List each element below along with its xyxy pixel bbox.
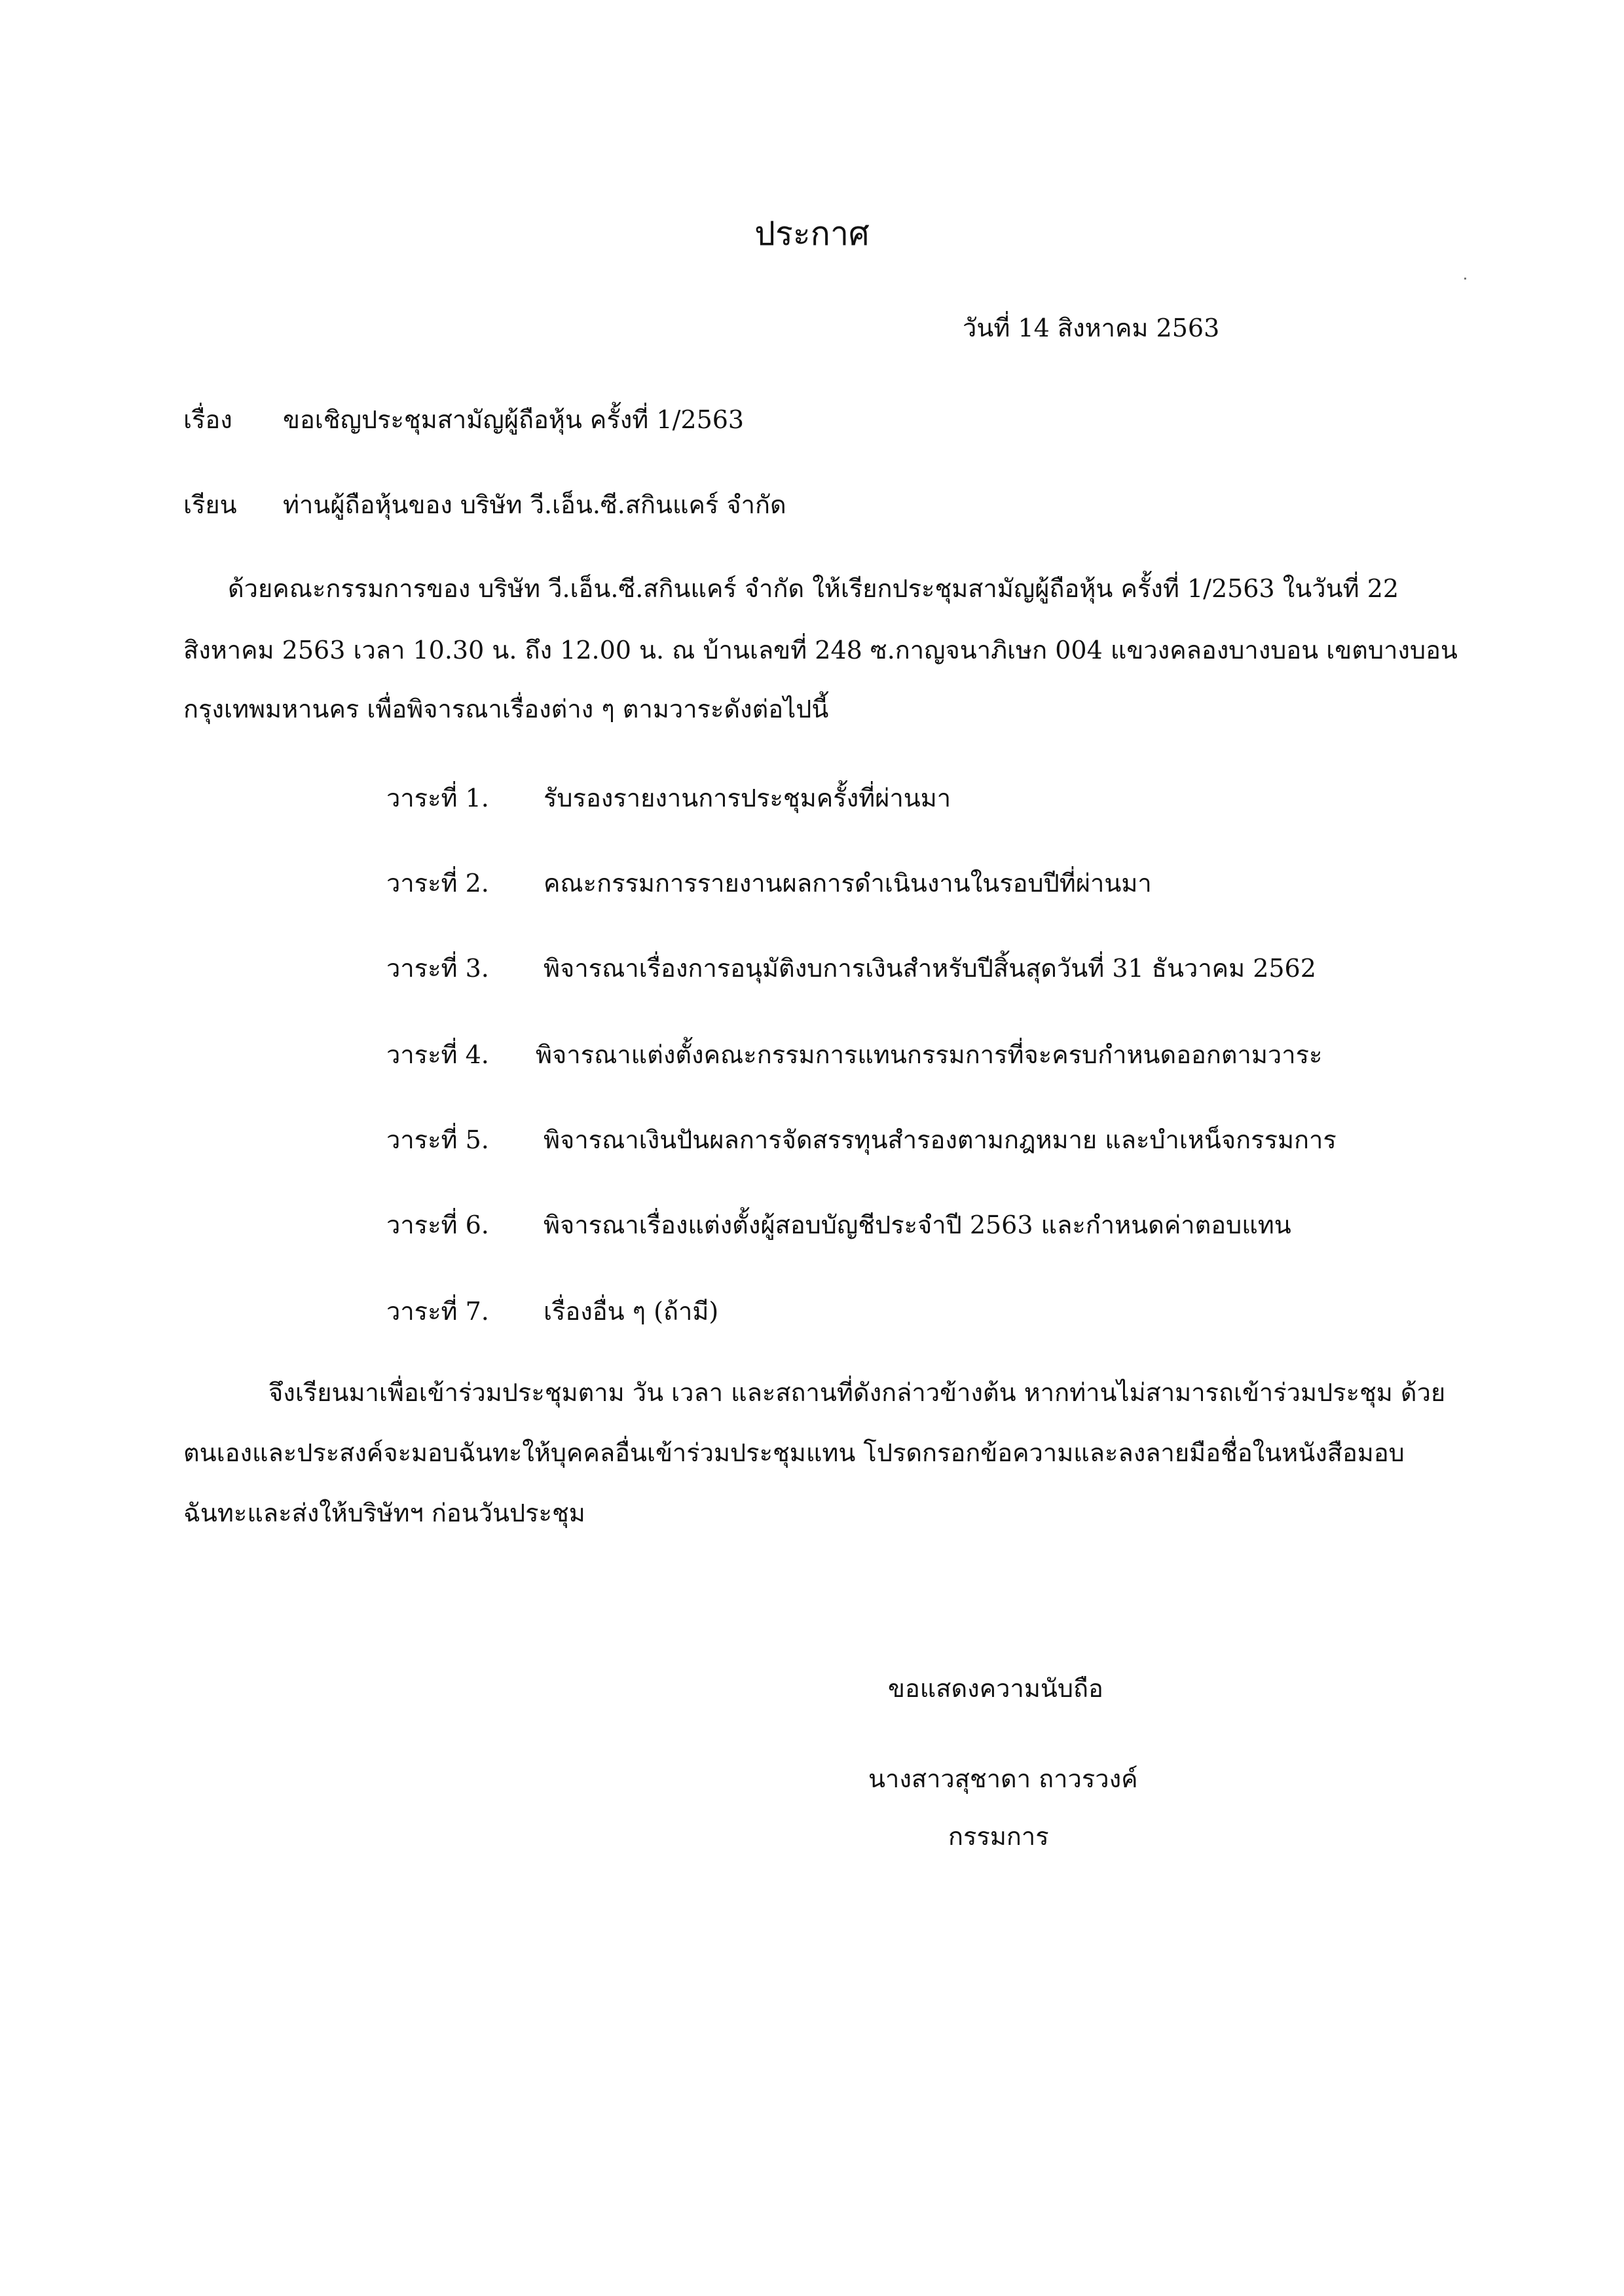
agenda-item-1: รับรองรายงานการประชุมครั้งที่ผ่านมา [544, 784, 951, 812]
intro-line-1: ด้วยคณะกรรมการของ บริษัท วี.เอ็น.ซี.สกินแคร์ จำกัด ให้เรียกประชุมสามัญผู้ถือหุ้น ครั้งที่ 1/2563 ในวันที่ 22 [228, 574, 1399, 603]
agenda-item-7: เรื่องอื่น ๆ (ถ้ามี) [544, 1297, 719, 1326]
signer-name: นางสาวสุชาดา ถาวรวงค์ [868, 1764, 1138, 1793]
scan-speck [1464, 278, 1466, 280]
agenda-number-3: วาระที่ 3. [386, 954, 489, 983]
agenda-item-4: พิจารณาแต่งตั้งคณะกรรมการแทนกรรมการที่จะครบกำหนดออกตามวาระ [536, 1040, 1323, 1069]
recipient-text: ท่านผู้ถือหุ้นของ บริษัท วี.เอ็น.ซี.สกินแคร์ จำกัด [283, 490, 786, 519]
agenda-number-7: วาระที่ 7. [386, 1297, 489, 1326]
invitation-line-2: ตนเองและประสงค์จะมอบฉันทะให้บุคคลอื่นเข้าร่วมประชุมแทน โปรดกรอกข้อความและลงลายมือชื่อในหนังสือมอบ [183, 1438, 1405, 1467]
closing-salutation: ขอแสดงความนับถือ [888, 1674, 1103, 1703]
agenda-item-2: คณะกรรมการรายงานผลการดำเนินงานในรอบปีที่ผ่านมา [544, 869, 1152, 898]
agenda-number-2: วาระที่ 2. [386, 869, 489, 898]
agenda-number-1: วาระที่ 1. [386, 784, 489, 812]
subject-text: ขอเชิญประชุมสามัญผู้ถือหุ้น ครั้งที่ 1/2563 [283, 405, 745, 434]
page-title: ประกาศ [754, 215, 870, 253]
intro-line-3: กรุงเทพมหานคร เพื่อพิจารณาเรื่องต่าง ๆ ตามวาระดังต่อไปนี้ [183, 695, 829, 723]
signer-title: กรรมการ [948, 1822, 1049, 1851]
intro-line-2: สิงหาคม 2563 เวลา 10.30 น. ถึง 12.00 น. ณ บ้านเลขที่ 248 ซ.กาญจนาภิเษก 004 แขวงคลองบางบอน เขตบางบอน [183, 636, 1458, 665]
agenda-item-3: พิจารณาเรื่องการอนุมัติงบการเงินสำหรับปีสิ้นสุดวันที่ 31 ธันวาคม 2562 [544, 954, 1316, 983]
document-date: วันที่ 14 สิงหาคม 2563 [963, 314, 1220, 342]
agenda-item-5: พิจารณาเงินปันผลการจัดสรรทุนสำรองตามกฎหมาย และบำเหน็จกรรมการ [544, 1125, 1337, 1154]
agenda-number-4: วาระที่ 4. [386, 1040, 489, 1069]
subject-label: เรื่อง [183, 405, 232, 434]
agenda-number-5: วาระที่ 5. [386, 1125, 489, 1154]
recipient-label: เรียน [183, 490, 237, 519]
invitation-line-3: ฉันทะและส่งให้บริษัทฯ ก่อนวันประชุม [183, 1499, 585, 1527]
agenda-number-6: วาระที่ 6. [386, 1211, 489, 1239]
invitation-line-1: จึงเรียนมาเพื่อเข้าร่วมประชุมตาม วัน เวลา และสถานที่ดังกล่าวข้างต้น หากท่านไม่สามารถเข้าร่วมประชุม ด้วย [268, 1378, 1446, 1407]
agenda-item-6: พิจารณาเรื่องแต่งตั้งผู้สอบบัญชีประจำปี 2563 และกำหนดค่าตอบแทน [544, 1211, 1291, 1239]
